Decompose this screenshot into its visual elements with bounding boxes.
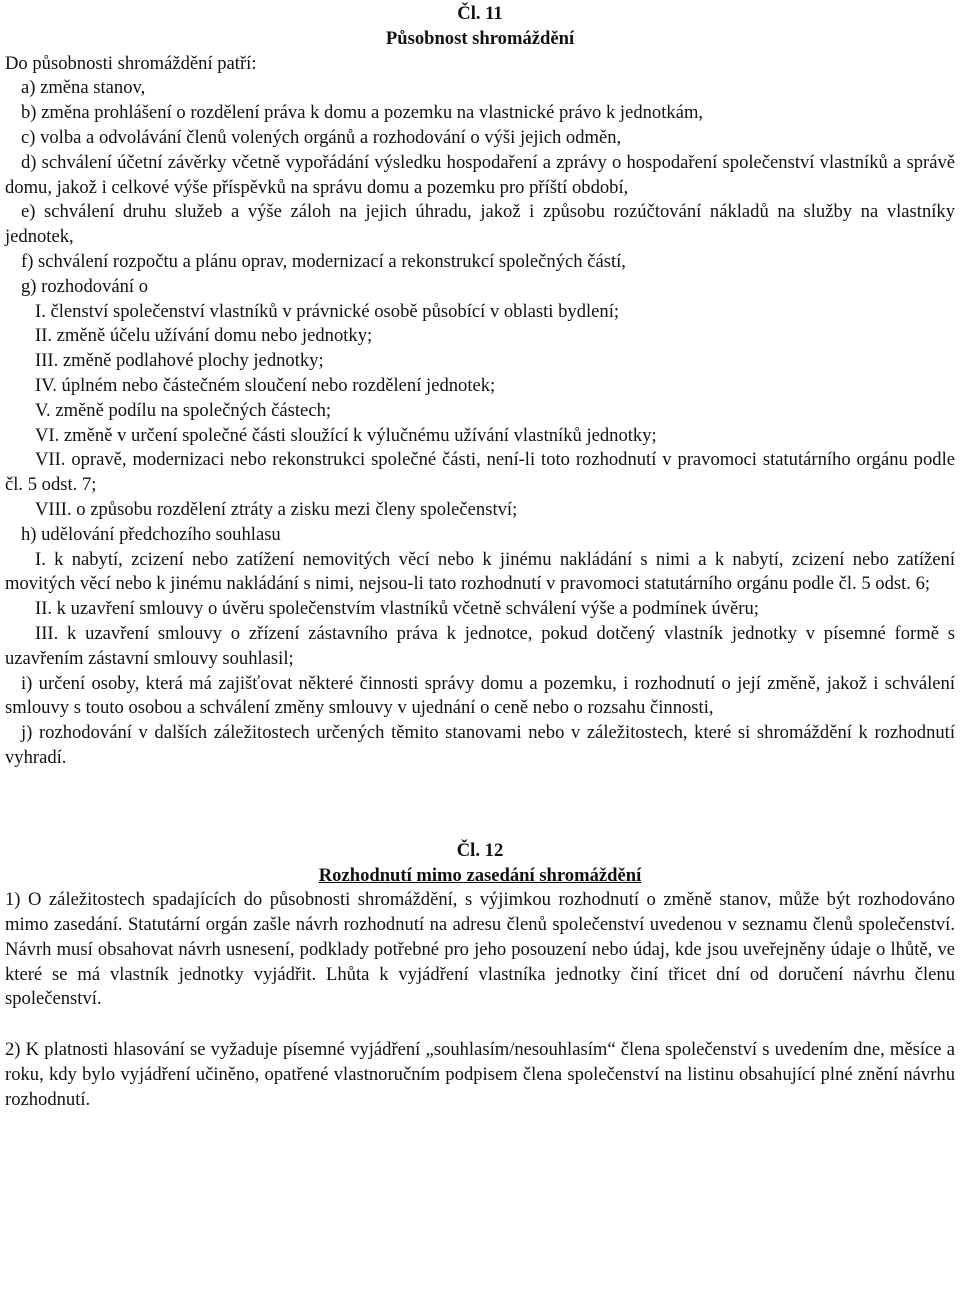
item-g-1: I. členství společenství vlastníků v právnické osobě působící v oblasti bydlení; [35, 300, 620, 322]
section-spacer [5, 771, 955, 839]
item-g-5: V. změně podílu na společných částech; [35, 399, 332, 421]
item-g-8: VIII. o způsobu rozdělení ztráty a zisku mezi členy společenství; [35, 498, 518, 520]
article-12-paragraph-1: 1) O záležitostech spadajících do působnosti shromáždění, s výjimkou rozhodnutí o změně stanov, může být rozhodováno mimo zasedání. Statutární orgán zašle návrh rozhodnutí na adresu členů společenství uvedenou v seznamu členů společenství. Návrh musí obsahovat návrh usnesení, podklady potřebné pro jeho posouzení nebo údaj, kde jsou uveřejněny údaje o lhůtě, ve které se má vlastník jednotky vyjádřit. Lhůta k vyjádření vlastníka jednotky činí třicet dní od doručení návrhu členu společenství. [5, 889, 955, 1010]
item-g: g) rozhodování o [21, 275, 149, 297]
item-h-2: II. k uzavření smlouvy o úvěru společenstvím vlastníků včetně schválení výše a podmínek úvěru; [35, 598, 759, 620]
article-11-number: Čl. 11 [457, 3, 503, 24]
item-c: c) volba a odvolávání členů volených orgánů a rozhodování o výši jejich odměn, [21, 126, 622, 148]
article-12-number: Čl. 12 [456, 839, 504, 861]
article-12-title: Rozhodnutí mimo zasedání shromáždění [318, 864, 642, 886]
item-f: f) schválení rozpočtu a plánu oprav, modernizací a rekonstrukcí společných částí, [21, 250, 626, 272]
paragraph-spacer [5, 1012, 955, 1038]
article-12-paragraph-2: 2) K platnosti hlasování se vyžaduje písemné vyjádření „souhlasím/nesouhlasím“ člena společenství s uvedením dne, měsíce a roku, kdy bylo vyjádření učiněno, opatřené vlastnoručním podpisem člena společenství na listinu obsahující plné znění návrhu rozhodnutí. [5, 1039, 955, 1110]
item-j: j) rozhodování v dalších záležitostech určených těmito stanovami nebo v záležitostech, které si shromáždění k rozhodnutí vyhradí. [5, 722, 955, 768]
item-a: a) změna stanov, [21, 77, 146, 99]
item-g-3: III. změně podlahové plochy jednotky; [35, 350, 324, 372]
item-g-4: IV. úplném nebo částečném sloučení nebo rozdělení jednotek; [35, 374, 496, 396]
item-h: h) udělování předchozího souhlasu [21, 523, 281, 545]
item-g-7: VII. opravě, modernizaci nebo rekonstrukci společné části, není-li toto rozhodnutí v pravomoci statutárního orgánu podle čl. 5 odst. 7; [5, 449, 955, 496]
item-g-2: II. změně účelu užívání domu nebo jednotky; [35, 325, 373, 347]
item-e: e) schválení druhu služeb a výše záloh na jejich úhradu, jakož i způsobu rozúčtování nákladů na služby na vlastníky jednotek, [5, 201, 955, 248]
item-d: d) schválení účetní závěrky včetně vypořádání výsledku hospodaření a zprávy o hospodaření společenství vlastníků a správě domu, jakož i celkové výše příspěvků na správu domu a pozemku pro příští období, [5, 151, 955, 198]
article-11-intro: Do působnosti shromáždění patří: [5, 52, 257, 74]
item-h-1: I. k nabytí, zcizení nebo zatížení nemovitých věcí nebo k jinému nakládání s nimi a k nabytí, zcizení nebo zatížení movitých věcí nebo k jinému nakládání s nimi, nejsou-li tato rozhodnutí v pravomoci statutárního orgánu podle čl. 5 odst. 6; [5, 548, 955, 595]
item-h-3: III. k uzavření smlouvy o zřízení zástavního práva k jednotce, pokud dotčený vlastník jednotky v písemné formě s uzavřením zástavní smlouvy souhlasil; [5, 622, 955, 669]
item-g-6: VI. změně v určení společné části sloužící k výlučnému užívání vlastníků jednotky; [35, 424, 657, 446]
item-i: i) určení osoby, která má zajišťovat některé činnosti správy domu a pozemku, i rozhodnutí o její změně, jakož i schválení smlouvy s touto osobou a schválení změny smlouvy v ujednání o ceně nebo o rozsahu činnosti, [5, 672, 955, 719]
item-b: b) změna prohlášení o rozdělení práva k domu a pozemku na vlastnické právo k jednotkám, [21, 102, 704, 124]
article-11-title: Působnost shromáždění [385, 27, 575, 49]
